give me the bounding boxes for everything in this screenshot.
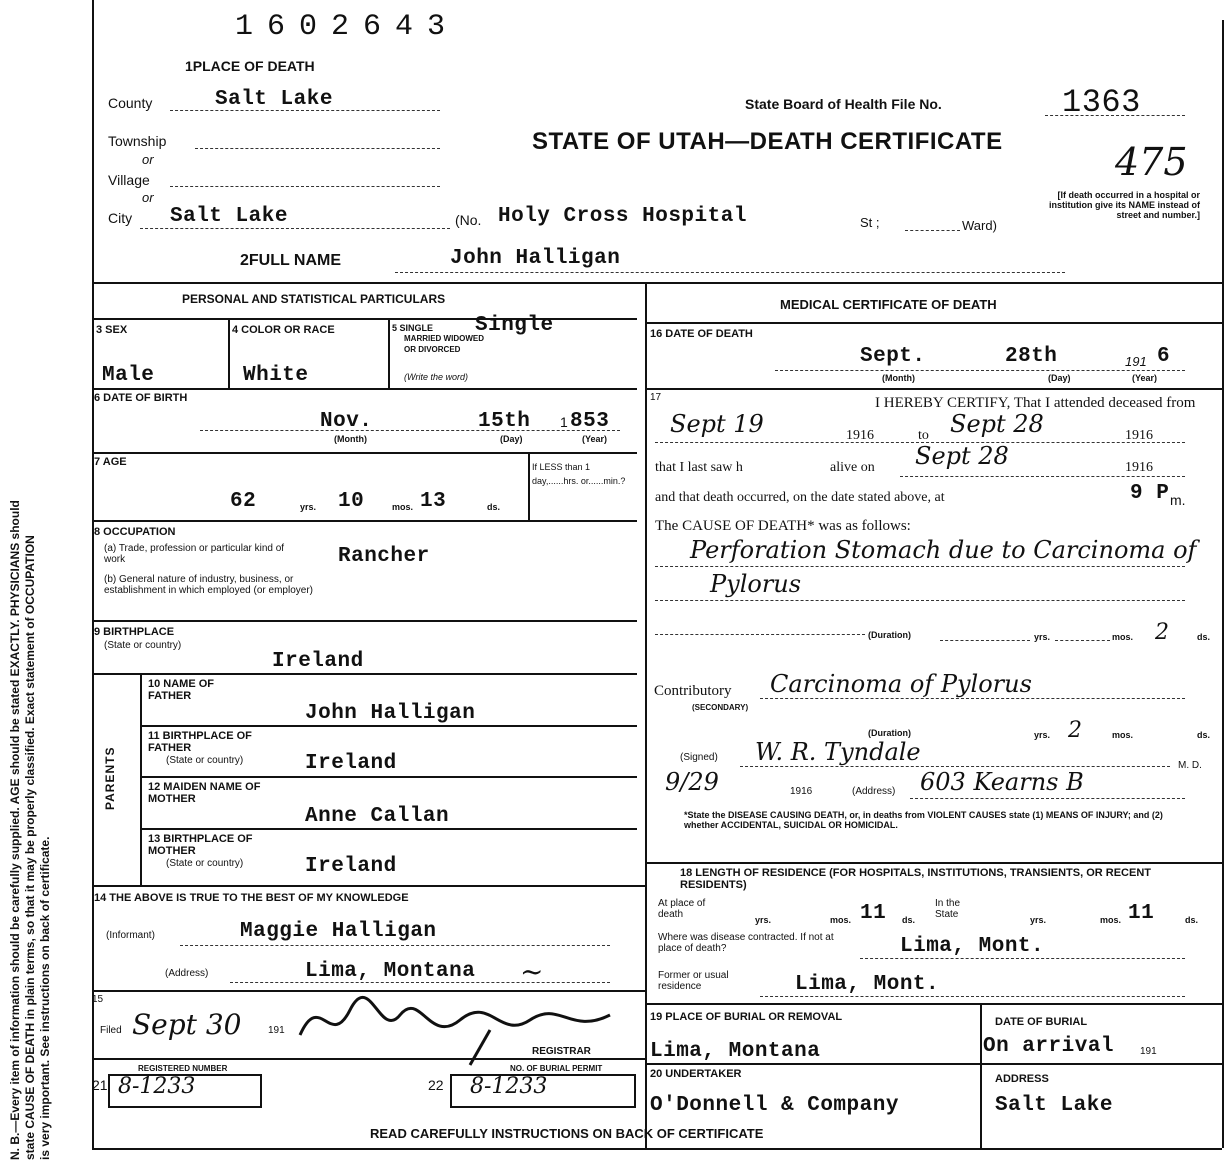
city-label: City: [108, 210, 133, 226]
dod-month-caption: (Month): [882, 373, 915, 383]
physician-signature: W. R. Tyndale: [755, 738, 921, 766]
occupation-b-note: (b) General nature of industry, business, or establishment in which employed (or employer): [104, 574, 313, 596]
dob-day: 15th: [478, 410, 531, 433]
marital-label: 5 SINGLE: [392, 323, 434, 333]
dob-year: 853: [570, 410, 610, 433]
mother-label: 12 MAIDEN NAME OF MOTHER: [148, 781, 261, 805]
permit-label: NO. OF BURIAL PERMIT: [510, 1064, 603, 1073]
village-label: Village: [108, 172, 150, 188]
burial-value: Lima, Montana: [650, 1040, 821, 1063]
reg-no-value: 8-1233: [118, 1074, 196, 1099]
occupation-value: Rancher: [338, 545, 430, 568]
burial-date-label: DATE OF BURIAL: [995, 1016, 1088, 1028]
marital-options: MARRIED WIDOWED OR DIVORCED: [404, 334, 484, 354]
physician-address-label: (Address): [852, 786, 896, 797]
cause-note: *State the DISEASE CAUSING DEATH, or, in deaths from VIOLENT CAUSES state (1) MEANS OF INJURY; and (2) whether ACCIDENTAL, SUICIDAL OR HOMICIDAL.: [684, 810, 1163, 830]
township-label: Township: [108, 133, 167, 149]
or-label-2: or: [142, 190, 154, 205]
alive-on-label: alive on: [830, 460, 875, 475]
year-3: 1916: [1125, 460, 1153, 475]
age-months: 10: [338, 490, 365, 513]
informant-address-value: Lima, Montana: [305, 960, 476, 983]
informant-address-label: (Address): [165, 968, 209, 979]
county-value: Salt Lake: [215, 88, 333, 111]
dob-day-caption: (Day): [500, 434, 523, 444]
side-note: [8, 500, 53, 1160]
cause-duration-mos: 2: [1155, 620, 1169, 645]
footer-instructions: READ CAREFULLY INSTRUCTIONS ON BACK OF CERTIFICATE: [370, 1126, 764, 1141]
cause-yrs-label: yrs.: [1034, 632, 1051, 642]
sign-year: 1916: [790, 786, 813, 797]
cert-text: I HEREBY CERTIFY, That I attended deceased from: [875, 395, 1196, 411]
city-value: Salt Lake: [170, 205, 288, 228]
dob-year-caption: (Year): [582, 434, 608, 444]
cause-mos-label: mos.: [1112, 632, 1134, 642]
attended-to-date: Sept 28: [950, 410, 1044, 438]
residence-label: 18 LENGTH OF RESIDENCE (FOR HOSPITALS, INSTITUTIONS, TRANSIENTS, OR RECENT RESIDENTS): [680, 867, 1151, 891]
attended-from-date: Sept 19: [670, 410, 764, 438]
burial-year: 191: [1140, 1046, 1157, 1057]
sex-label: 3 SEX: [96, 324, 128, 336]
st-label: St ;: [860, 215, 880, 230]
contracted-value: Lima, Mont.: [900, 935, 1045, 958]
birthplace-hint: (State or country): [104, 640, 182, 651]
dod-day: 28th: [1005, 345, 1058, 368]
state-mos-value: 11: [1128, 902, 1155, 925]
mother-bp-hint: (State or country): [166, 858, 244, 869]
filed-label: Filed: [100, 1025, 122, 1036]
personal-title: PERSONAL AND STATISTICAL PARTICULARS: [182, 292, 446, 306]
age-yrs-caption: yrs.: [300, 502, 317, 512]
medical-title: MEDICAL CERTIFICATE OF DEATH: [780, 297, 997, 312]
occurred-label: and that death occurred, on the date stated above, at: [655, 490, 945, 505]
marital-value: Single: [475, 314, 554, 337]
color-label: 4 COLOR OR RACE: [232, 324, 335, 336]
marital-hint: (Write the word): [404, 372, 469, 382]
death-time: 9 P: [1130, 482, 1170, 505]
father-bp-value: Ireland: [305, 752, 397, 775]
undertaker-label: 20 UNDERTAKER: [650, 1068, 742, 1080]
filed-number: 15: [92, 994, 104, 1005]
time-m-label: m.: [1170, 492, 1186, 508]
dod-year: 6: [1157, 345, 1171, 368]
cause-line2: Pylorus: [710, 570, 802, 598]
dob-year-prefix: 1: [560, 414, 568, 430]
occupation-a-note: (a) Trade, profession or particular kind of work: [104, 543, 285, 565]
burial-label: 19 PLACE OF BURIAL OR REMOVAL: [650, 1011, 843, 1023]
place-ds-label: ds.: [902, 915, 916, 925]
former-residence-value: Lima, Mont.: [795, 973, 940, 996]
in-state-label: In the State: [935, 898, 961, 920]
age-ds-caption: ds.: [487, 502, 501, 512]
last-saw-label: that I last saw h: [655, 460, 743, 475]
age-days: 13: [420, 490, 447, 513]
side-note-line1: N. B.—Every item of information should be carefully supplied. AGE should be stated EXACTLY. PHYSICIANS should: [8, 500, 22, 1160]
year-1: 1916: [846, 428, 874, 443]
dod-year-prefix: 191: [1125, 354, 1147, 369]
dod-month: Sept.: [860, 345, 926, 368]
address-value: Holy Cross Hospital: [498, 205, 747, 228]
dod-day-caption: (Day): [1048, 373, 1071, 383]
to-label: to: [918, 428, 929, 443]
registrar-label: REGISTRAR: [532, 1046, 591, 1057]
file-no-label: State Board of Health File No.: [745, 96, 942, 112]
birthplace-label: 9 BIRTHPLACE: [94, 626, 175, 638]
dob-month: Nov.: [320, 410, 373, 433]
md-label: M. D.: [1178, 760, 1202, 771]
age-label: 7 AGE: [94, 456, 127, 468]
cause-label: The CAUSE OF DEATH* was as follows:: [655, 518, 911, 534]
cause-duration-label: (Duration): [868, 630, 911, 640]
filed-date: Sept 30: [132, 1008, 242, 1041]
contributory-label: Contributory: [654, 683, 732, 699]
less-than-note: If LESS than 1 day,......hrs. or......min.?: [532, 462, 626, 486]
state-mos-label: mos.: [1100, 915, 1122, 925]
undertaker-address-label: ADDRESS: [995, 1073, 1049, 1085]
county-label: County: [108, 95, 153, 111]
sign-date: 9/29: [665, 768, 719, 796]
occupation-label: 8 OCCUPATION: [94, 526, 176, 538]
contrib-duration-yrs: 2: [1068, 718, 1082, 743]
state-ds-label: ds.: [1185, 915, 1199, 925]
dob-label: 6 DATE OF BIRTH: [94, 392, 188, 404]
full-name-value: John Halligan: [450, 247, 621, 270]
cause-ds-label: ds.: [1197, 632, 1211, 642]
year-2: 1916: [1125, 428, 1153, 443]
place-mos-value: 11: [860, 902, 887, 925]
no-label: (No.: [455, 212, 482, 228]
former-residence-label: Former or usual residence: [658, 970, 729, 992]
certificate-title: STATE OF UTAH—DEATH CERTIFICATE: [532, 128, 1003, 155]
at-place-label: At place of death: [658, 898, 706, 920]
file-no-value: 1363: [1062, 84, 1141, 121]
state-yrs-label: yrs.: [1030, 915, 1047, 925]
undertaker-address-value: Salt Lake: [995, 1094, 1113, 1117]
permit-value: 8-1233: [470, 1074, 548, 1099]
secondary-label: (SECONDARY): [692, 703, 749, 712]
true-statement-label: 14 THE ABOVE IS TRUE TO THE BEST OF MY KNOWLEDGE: [94, 892, 409, 904]
contributory-value: Carcinoma of Pylorus: [770, 670, 1032, 698]
dob-month-caption: (Month): [334, 434, 367, 444]
cause-line1: Perforation Stomach due to Carcinoma of: [690, 536, 1197, 564]
physician-address-value: 603 Kearns B: [920, 768, 1084, 796]
dod-year-caption: (Year): [1132, 373, 1158, 383]
last-saw-date: Sept 28: [915, 442, 1009, 470]
age-mos-caption: mos.: [392, 502, 414, 512]
ward-label: Ward): [962, 218, 997, 233]
contrib-mos-label: mos.: [1112, 730, 1134, 740]
or-label-1: or: [142, 152, 154, 167]
informant-value: Maggie Halligan: [240, 920, 437, 943]
dod-label: 16 DATE OF DEATH: [650, 328, 753, 340]
age-years: 62: [230, 490, 257, 513]
father-bp-hint: (State or country): [166, 755, 244, 766]
permit-number: 22: [428, 1077, 444, 1093]
burial-date-value: On arrival: [983, 1035, 1115, 1058]
sex-value: Male: [102, 364, 155, 387]
contrib-yrs-label: yrs.: [1034, 730, 1051, 740]
side-note-line3: is very important. See instructions on back of certificate.: [38, 836, 52, 1160]
place-yrs-label: yrs.: [755, 915, 772, 925]
color-value: White: [243, 364, 309, 387]
informant-flourish: ~: [520, 955, 544, 988]
father-value: John Halligan: [305, 702, 476, 725]
contrib-ds-label: ds.: [1197, 730, 1211, 740]
contrib-duration-label: (Duration): [868, 728, 911, 738]
signed-label: (Signed): [680, 752, 718, 763]
full-name-label: 2FULL NAME: [240, 252, 342, 269]
birthplace-value: Ireland: [272, 650, 364, 673]
father-bp-label: 11 BIRTHPLACE OF FATHER: [148, 730, 252, 754]
father-label: 10 NAME OF FATHER: [148, 678, 215, 702]
mother-bp-label: 13 BIRTHPLACE OF MOTHER: [148, 833, 253, 857]
filed-year: 191: [268, 1025, 285, 1036]
place-mos-label: mos.: [830, 915, 852, 925]
side-note-line2: state CAUSE OF DEATH in plain terms, so that it may be properly classified. Exact statement of OCCUPATION: [23, 535, 37, 1160]
place-section-label: 1PLACE OF DEATH: [185, 58, 315, 74]
mother-bp-value: Ireland: [305, 855, 397, 878]
informant-label: (Informant): [106, 930, 155, 941]
contracted-label: Where was disease contracted. If not at place of death?: [658, 932, 834, 954]
reg-no-label: REGISTERED NUMBER: [138, 1064, 228, 1073]
place-note: [If death occurred in a hospital or institution give its NAME instead of street and number.]: [1048, 190, 1200, 220]
cert-number: 17: [650, 392, 662, 403]
handwritten-number: 475: [1115, 140, 1188, 184]
reg-no-number: 21: [92, 1077, 108, 1093]
mother-value: Anne Callan: [305, 805, 450, 828]
undertaker-value: O'Donnell & Company: [650, 1094, 899, 1117]
top-number: 1602643: [235, 10, 460, 44]
parents-label: PARENTS: [103, 746, 117, 810]
